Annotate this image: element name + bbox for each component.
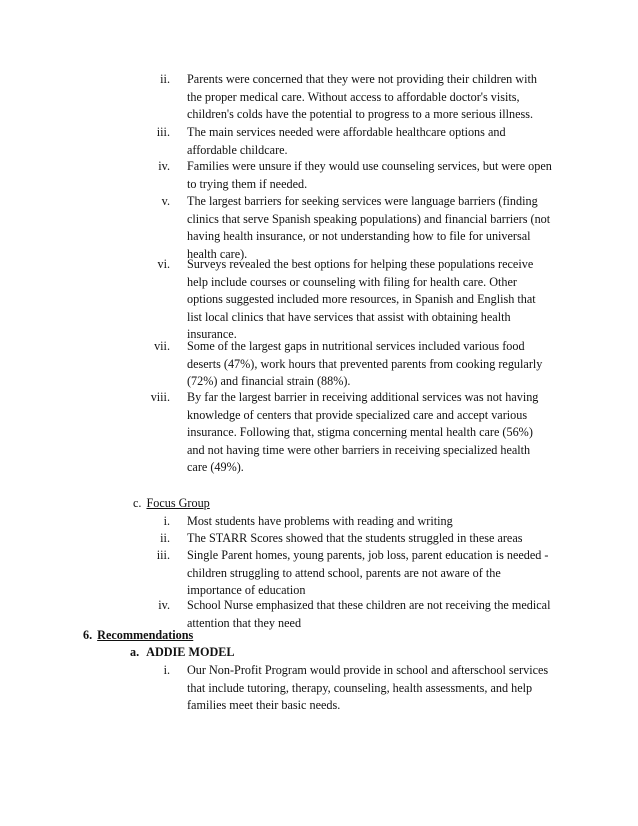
- item-text: [187, 597, 577, 632]
- text-line: children's colds have the potential to progress to a more serious illness.: [187, 107, 534, 122]
- item-number: iv.: [158, 598, 170, 612]
- text-line: clinics that serve Spanish speaking populations) and financial barriers (not: [187, 211, 551, 226]
- addie-model-heading: [130, 644, 235, 662]
- section-label: c.: [133, 496, 142, 510]
- text-line: list local clinics that have services that assist with obtaining health: [187, 309, 511, 324]
- item-number: ii.: [160, 72, 170, 86]
- recommendations-heading: [83, 627, 193, 645]
- text-line: care (49%).: [187, 460, 244, 475]
- item-number: viii.: [150, 390, 170, 404]
- focus-group-heading: [133, 495, 210, 513]
- text-line: Most students have problems with reading and writing: [187, 514, 453, 528]
- text-line: options suggested included more resources, in Spanish and English that: [187, 292, 536, 307]
- text-line: the proper medical care. Without access to affordable doctor's visits,: [187, 89, 520, 104]
- text-line: Parents were concerned that they were not providing their children with: [187, 72, 537, 86]
- item-text: [187, 662, 577, 715]
- item-number: iii.: [156, 548, 170, 562]
- text-line: attention that they need: [187, 615, 302, 630]
- text-line: By far the largest barrier in receiving additional services was not having: [187, 390, 539, 404]
- text-line: Single Parent homes, young parents, job loss, parent education is needed -: [187, 548, 549, 562]
- text-line: families meet their basic needs.: [187, 698, 341, 713]
- text-line: health care).: [187, 246, 248, 261]
- text-line: deserts (47%), work hours that prevented parents from cooking regularly: [187, 356, 543, 371]
- item-number: iii.: [156, 125, 170, 139]
- section-title: Recommendations: [97, 628, 194, 642]
- text-line: (72%) and financial strain (88%).: [187, 374, 351, 389]
- item-text: [187, 193, 577, 263]
- text-line: insurance.: [187, 327, 237, 342]
- item-text: [187, 256, 577, 344]
- text-line: insurance. Following that, stigma concerning mental health care (56%): [187, 425, 533, 440]
- item-number: v.: [161, 194, 170, 208]
- section-number: 6.: [83, 628, 93, 642]
- item-number: i.: [163, 514, 170, 528]
- item-number: vi.: [157, 257, 170, 271]
- text-line: affordable childcare.: [187, 142, 288, 157]
- text-line: Some of the largest gaps in nutritional services included various food: [187, 339, 525, 353]
- item-number: ii.: [160, 531, 170, 545]
- item-text: [187, 513, 577, 531]
- item-number: iv.: [158, 159, 170, 173]
- item-number: vii.: [154, 339, 170, 353]
- text-line: The STARR Scores showed that the students struggled in these areas: [187, 531, 523, 545]
- text-line: Surveys revealed the best options for helping these populations receive: [187, 257, 534, 271]
- text-line: Our Non-Profit Program would provide in school and afterschool services: [187, 663, 549, 677]
- text-line: School Nurse emphasized that these children are not receiving the medical: [187, 598, 551, 612]
- text-line: knowledge of centers that provide specialized care and accept various: [187, 407, 528, 422]
- item-text: [187, 389, 577, 477]
- item-text: [187, 158, 577, 193]
- text-line: having health insurance, or not understanding how to file for universal: [187, 229, 531, 244]
- text-line: Families were unsure if they would use counseling services, but were open: [187, 159, 552, 173]
- text-line: importance of education: [187, 583, 306, 598]
- text-line: The main services needed were affordable healthcare options and: [187, 125, 506, 139]
- item-text: [187, 124, 577, 159]
- text-line: to trying them if needed.: [187, 176, 308, 191]
- text-line: children struggling to attend school, parents are not aware of the: [187, 565, 501, 580]
- text-line: help include courses or counseling with filing for health care. Other: [187, 274, 517, 289]
- item-text: [187, 530, 577, 548]
- item-number: i.: [163, 663, 170, 677]
- item-text: [187, 71, 577, 124]
- subsection-label: a.: [130, 645, 140, 659]
- subsection-title: ADDIE MODEL: [146, 645, 235, 659]
- text-line: that include tutoring, therapy, counseling, health assessments, and help: [187, 680, 533, 695]
- item-text: [187, 338, 577, 391]
- section-title: Focus Group: [146, 496, 210, 510]
- text-line: and not having time were other barriers in receiving specialized health: [187, 442, 531, 457]
- item-text: [187, 547, 577, 600]
- text-line: The largest barriers for seeking services were language barriers (finding: [187, 194, 538, 208]
